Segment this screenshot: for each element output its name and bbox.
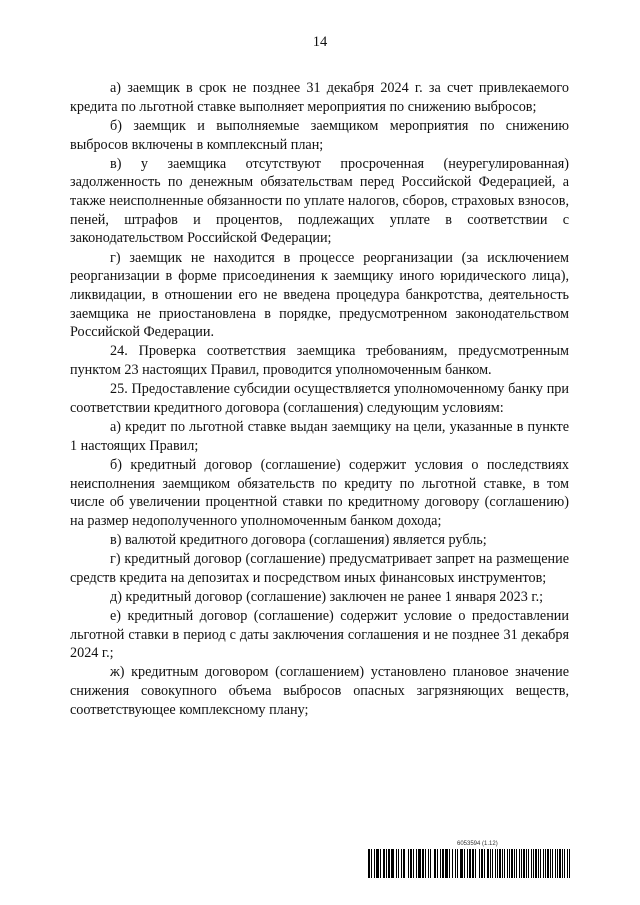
paragraph-25zh: ж) кредитным договором (соглашением) установлено плановое значение снижения совокупного объема выбросов опасных загрязняющих веществ, соответствующее комплексному плану; [70, 664, 569, 718]
paragraph-25v: в) валютой кредитного договора (соглашения) является рубль; [110, 532, 487, 548]
paragraph-25a: а) кредит по льготной ставке выдан заемщику на цели, указанные в пункте 1 настоящих Правил; [70, 419, 569, 454]
paragraph-25d: д) кредитный договор (соглашение) заключен не ранее 1 января 2023 г.; [110, 588, 544, 605]
document-barcode-block [368, 840, 570, 878]
document-code: 6053594 (1.12) [457, 841, 498, 847]
paragraph-23v: в) у заемщика отсутствуют просроченная (неурегулированная) задолженность по денежным обязательствам перед Российской Федерацией, а также неисполненные обязанности по уплате налогов, сборов, страховых взносов, пеней, штрафов и процентов, подлежащих уплате в соответствии с законодательством Российской Федерации; [70, 155, 569, 247]
paragraph-23g: г) заемщик не находится в процессе реорганизации (за исключением реорганизации в форме присоединения к заемщику иного юридического лица), ликвидации, в отношении его не введена процедура банкротства, деятельность заемщика не приостановлена в порядке, предусмотренном законодательством Российской Федерации. [70, 249, 569, 341]
paragraph-25g: г) кредитный договор (соглашение) предусматривает запрет на размещение средств кредита на депозитах и посредством иных финансовых инструментов; [70, 551, 569, 586]
paragraph-25e: е) кредитный договор (соглашение) содержит условие о предоставлении льготной ставки в период с даты заключения соглашения и не позднее 31 декабря 2024 г.; [70, 607, 569, 662]
paragraph-23b: б) заемщик и выполняемые заемщиком мероприятия по снижению выбросов включены в комплексный план; [70, 117, 569, 153]
page-number: 14 [312, 34, 328, 50]
document-body [70, 79, 569, 720]
paragraph-25: 25. Предоставление субсидии осуществляется уполномоченному банку при соответствии кредитного договора (соглашения) следующим условиям: [70, 381, 569, 416]
paragraph-24: 24. Проверка соответствия заемщика требованиям, предусмотренным пунктом 23 настоящих Правил, проводится уполномоченным банком. [70, 343, 569, 379]
paragraph-23a: а) заемщик в срок не позднее 31 декабря 2024 г. за счет привлекаемого кредита по льготной ставке выполняет мероприятия по снижению выбросов; [70, 80, 569, 115]
barcode [368, 849, 570, 878]
paragraph-25b: б) кредитный договор (соглашение) содержит условия о последствиях неисполнения заемщиком обязательств по кредиту по льготной ставке, в том числе об увеличении процентной ставки по кредитному договору (соглашению) на размер недополученного уполномоченным банком дохода; [70, 456, 569, 529]
